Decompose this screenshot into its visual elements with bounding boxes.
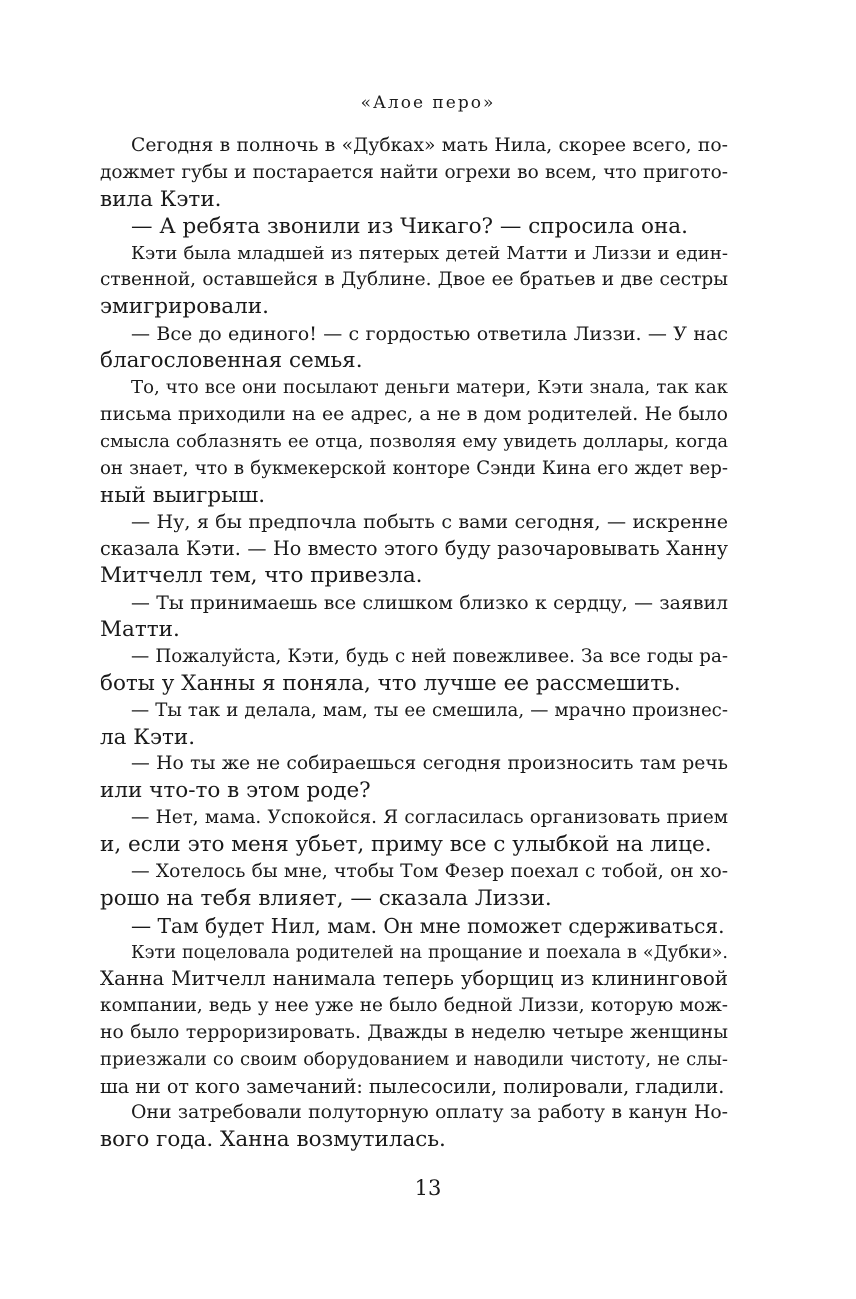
text-line: Сегодня в полночь в «Дубках» мать Нила, скорее всего, по- <box>131 135 728 156</box>
text-line: — Все до единого! — с гордостью ответила Лиззи. — У нас <box>131 323 728 346</box>
page-number: 13 <box>414 1176 442 1200</box>
text-line: приезжали со своим оборудованием и наводили чистоту, не слы- <box>100 1048 728 1070</box>
text-line: — Хотелось бы мне, чтобы Том Фезер поехал с тобой, он хо- <box>131 861 728 883</box>
text-line: — Пожалуйста, Кэти, будь с ней повежливее. За все годы ра- <box>131 645 728 667</box>
text-line: — Ну, я бы предпочла побыть с вами сегодня, — искренне <box>131 510 728 534</box>
text-line: ша ни от кого замечаний: пылесосили, полировали, гладили. <box>100 1074 725 1098</box>
text-line: компании, ведь у нее уже не было бедной Лиззи, которую мож- <box>100 994 728 1016</box>
text-line: Матти. <box>100 617 180 643</box>
text-line: сказала Кэти. — Но вместо этого буду разочаровывать Ханну <box>100 537 728 561</box>
text-line: ла Кэти. <box>100 724 196 750</box>
text-line: То, что все они посылают деньги матери, Кэти знала, так как <box>131 377 728 399</box>
text-line: смысла соблазнять ее отца, позволяя ему увидеть доллары, когда <box>100 430 728 452</box>
text-line: но было терроризировать. Дважды в неделю четыре женщины <box>100 1021 728 1043</box>
text-line: — Но ты же не собираешься сегодня произносить там речь <box>131 753 728 775</box>
text-line: он знает, что в букмекерской конторе Сэнди Кина его ждет вер- <box>100 457 728 479</box>
text-line: ственной, оставшейся в Дублине. Двое ее братьев и две сестры <box>100 269 728 291</box>
text-line: боты у Ханны я поняла, что лучше ее рассмешить. <box>100 670 681 696</box>
text-line: или что-то в этом роде? <box>100 778 371 804</box>
text-line: — Там будет Нил, мам. Он мне поможет сдерживаться. <box>131 913 725 938</box>
text-line: и, если это меня убьет, приму все с улыбкой на лице. <box>100 832 712 858</box>
text-line: — Нет, мама. Успокойся. Я согласилась организовать прием <box>131 807 728 829</box>
text-line: Ханна Митчелл нанимала теперь уборщиц из клининговой <box>100 967 728 990</box>
text-line: благословенная семья. <box>100 348 363 374</box>
text-line: — А ребята звонили из Чикаго? — спросила она. <box>131 213 688 239</box>
text-block-2 <box>100 966 728 1154</box>
text-line: Кэти поцеловала родителей на прощание и поехала в «Дубки». <box>131 942 728 963</box>
text-line: эмигрировали. <box>100 294 269 320</box>
text-line: Митчелл тем, что привезла. <box>100 563 423 589</box>
running-head: «Алое перо» <box>360 93 496 113</box>
text-line: рошо на тебя влияет, — сказала Лиззи. <box>100 885 552 911</box>
text-line: вого года. Ханна возмутилась. <box>100 1127 446 1153</box>
text-block-1 <box>100 133 728 967</box>
text-line: Кэти была младшей из пятерых детей Матти и Лиззи и един- <box>131 242 728 264</box>
text-line: — Ты принимаешь все слишком близко к сердцу, — заявил <box>131 592 728 615</box>
text-line: ный выигрыш. <box>100 482 266 508</box>
text-line: дожмет губы и постарается найти огрехи во всем, что пригото- <box>100 161 728 183</box>
text-line: вила Кэти. <box>100 186 222 212</box>
text-line: — Ты так и делала, мам, ты ее смешила, — мрачно произнес- <box>131 699 728 721</box>
text-line: письма приходили на ее адрес, а не в дом родителей. Не было <box>100 403 728 425</box>
text-line: Они затребовали полуторную оплату за работу в канун Но- <box>131 1102 728 1124</box>
